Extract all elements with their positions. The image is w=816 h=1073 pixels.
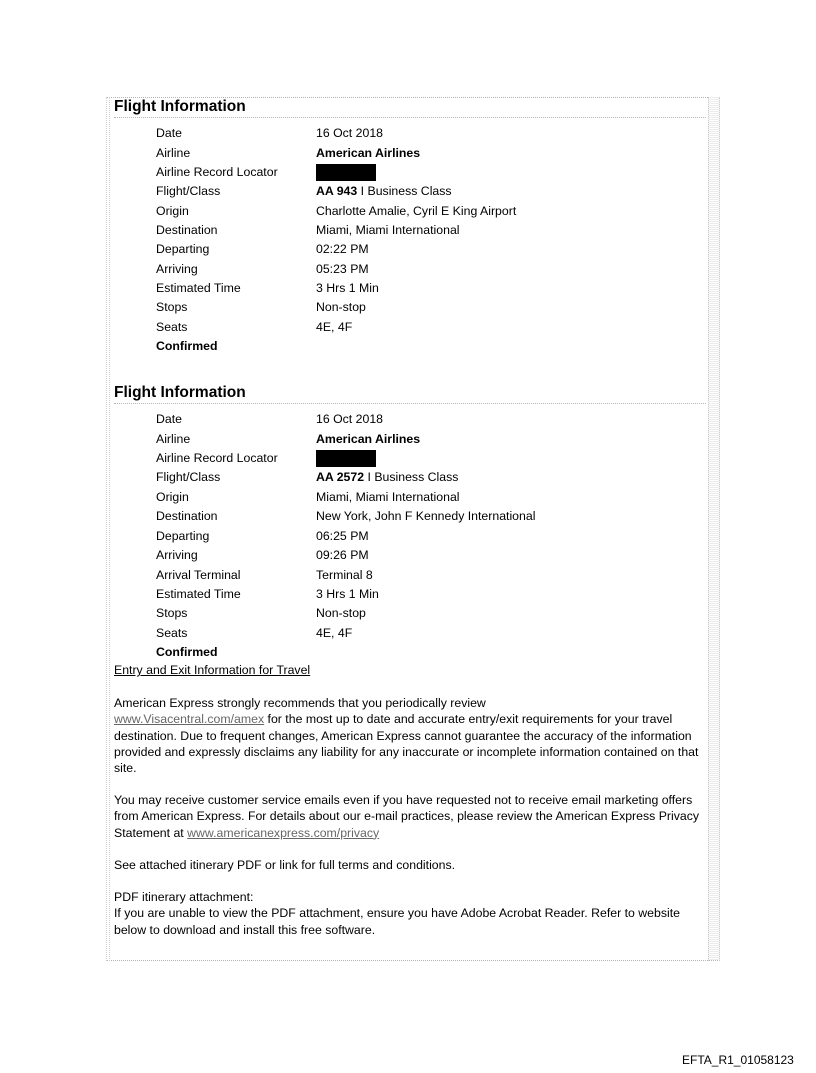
flight-2-destination-row xyxy=(156,507,696,526)
row-label: Destination xyxy=(156,223,218,237)
row-value: Non-stop xyxy=(316,300,366,314)
flight-1-departing-row xyxy=(156,240,696,259)
row-label: Estimated Time xyxy=(156,587,241,601)
row-label: Seats xyxy=(156,320,188,334)
row-value: American Airlines xyxy=(316,146,421,160)
visa-info-text: for the most up to date and accurate entry/exit requirements for your travel destination. Due to frequent changes, American Express cannot guarantee the accuracy of the information provided and expressly disclaims any liability for any inaccurate or incomplete information contained on that site. xyxy=(114,712,699,776)
row-value: Miami, Miami International xyxy=(316,223,460,237)
redaction-box xyxy=(316,450,376,467)
pdf-instructions: If you are unable to view the PDF attachment, ensure you have Adobe Acrobat Reader. Refer to website below to download and install this free software. xyxy=(114,906,680,937)
row-label: Origin xyxy=(156,490,189,504)
row-value: 02:22 PM xyxy=(316,242,369,256)
visacentral-link[interactable]: www.Visacentral.com/amex xyxy=(114,712,265,727)
row-value: 16 Oct 2018 xyxy=(316,412,383,426)
row-label: Date xyxy=(156,412,182,426)
flight-2-arriving-row xyxy=(156,546,696,565)
visa-info-intro: American Express strongly recommends that you periodically review xyxy=(114,696,486,710)
row-label: Airline xyxy=(156,432,191,446)
flight-1-airline-row xyxy=(156,144,696,163)
row-label: Departing xyxy=(156,242,210,256)
row-label: Arriving xyxy=(156,262,198,276)
row-value: 16 Oct 2018 xyxy=(316,126,383,140)
left-border-rule xyxy=(106,97,110,961)
row-label: Origin xyxy=(156,204,189,218)
row-value: 06:25 PM xyxy=(316,529,369,543)
flight-1-estimated-time-row xyxy=(156,279,696,298)
row-label: Estimated Time xyxy=(156,281,241,295)
redaction-box xyxy=(316,164,376,181)
row-label: Destination xyxy=(156,509,218,523)
row-label: Date xyxy=(156,126,182,140)
flight-1-seats-row xyxy=(156,318,696,337)
row-value xyxy=(316,449,376,468)
row-value xyxy=(316,163,376,182)
flight-2-stops-row xyxy=(156,604,696,623)
row-value: 05:23 PM xyxy=(316,262,369,276)
row-label: Stops xyxy=(156,300,188,314)
flight-2-status: Confirmed xyxy=(156,645,218,659)
row-value xyxy=(316,182,452,201)
pdf-paragraph xyxy=(114,889,710,938)
row-value: 3 Hrs 1 Min xyxy=(316,281,379,295)
flight-2-airline-row xyxy=(156,430,696,449)
row-value: New York, John F Kennedy International xyxy=(316,509,536,523)
flight-1-stops-row xyxy=(156,298,696,317)
row-value: 4E, 4F xyxy=(316,320,353,334)
terms-paragraph: See attached itinerary PDF or link for full terms and conditions. xyxy=(114,858,456,872)
row-value xyxy=(316,468,458,487)
flight-2-estimated-time-row xyxy=(156,585,696,604)
flight-1-flightclass-row xyxy=(156,182,696,201)
row-value: 3 Hrs 1 Min xyxy=(316,587,379,601)
flight-2-seats-row xyxy=(156,624,696,643)
flight-2-arrival-terminal-row xyxy=(156,566,696,585)
document-id: EFTA_R1_01058123 xyxy=(682,1053,794,1067)
flight-1-arriving-row xyxy=(156,260,696,279)
entry-exit-heading: Entry and Exit Information for Travel xyxy=(114,663,311,677)
flight-1-title: Flight Information xyxy=(114,97,706,118)
row-label: Stops xyxy=(156,606,188,620)
flight-1-destination-row xyxy=(156,221,696,240)
privacy-text: You may receive customer service emails even if you have requested not to receive email marketing offers from American Express. For details about our e-mail practices, please review the American Express Privacy Statement at xyxy=(114,793,700,840)
row-value: Miami, Miami International xyxy=(316,490,460,504)
visa-info-paragraph xyxy=(114,695,710,776)
privacy-paragraph xyxy=(114,792,710,841)
row-value: Non-stop xyxy=(316,606,366,620)
flight-number: AA 943 xyxy=(316,184,358,198)
row-label: Airline Record Locator xyxy=(156,165,278,179)
row-label: Flight/Class xyxy=(156,184,221,198)
privacy-link[interactable]: www.americanexpress.com/privacy xyxy=(187,825,380,840)
row-label: Arriving xyxy=(156,548,198,562)
flight-class: I Business Class xyxy=(364,470,459,484)
flight-2-date-row xyxy=(156,410,696,429)
flight-number: AA 2572 xyxy=(316,470,365,484)
row-value: American Airlines xyxy=(316,432,421,446)
flight-2-title: Flight Information xyxy=(114,383,706,404)
row-value: Charlotte Amalie, Cyril E King Airport xyxy=(316,204,517,218)
row-label: Seats xyxy=(156,626,188,640)
pdf-heading: PDF itinerary attachment: xyxy=(114,890,254,904)
row-label: Departing xyxy=(156,529,210,543)
flight-2-flightclass-row xyxy=(156,468,696,487)
flight-1-date-row xyxy=(156,124,696,143)
row-label: Airline xyxy=(156,146,191,160)
flight-2-locator-row xyxy=(156,449,696,468)
row-label: Arrival Terminal xyxy=(156,568,241,582)
flight-1-locator-row xyxy=(156,163,696,182)
row-label: Airline Record Locator xyxy=(156,451,278,465)
flight-1-status: Confirmed xyxy=(156,339,218,353)
flight-1-origin-row xyxy=(156,202,696,221)
flight-2-origin-row xyxy=(156,488,696,507)
row-value: 09:26 PM xyxy=(316,548,369,562)
row-value: Terminal 8 xyxy=(316,568,373,582)
flight-2-departing-row xyxy=(156,527,696,546)
flight-class: I Business Class xyxy=(357,184,452,198)
row-label: Flight/Class xyxy=(156,470,221,484)
row-value: 4E, 4F xyxy=(316,626,353,640)
